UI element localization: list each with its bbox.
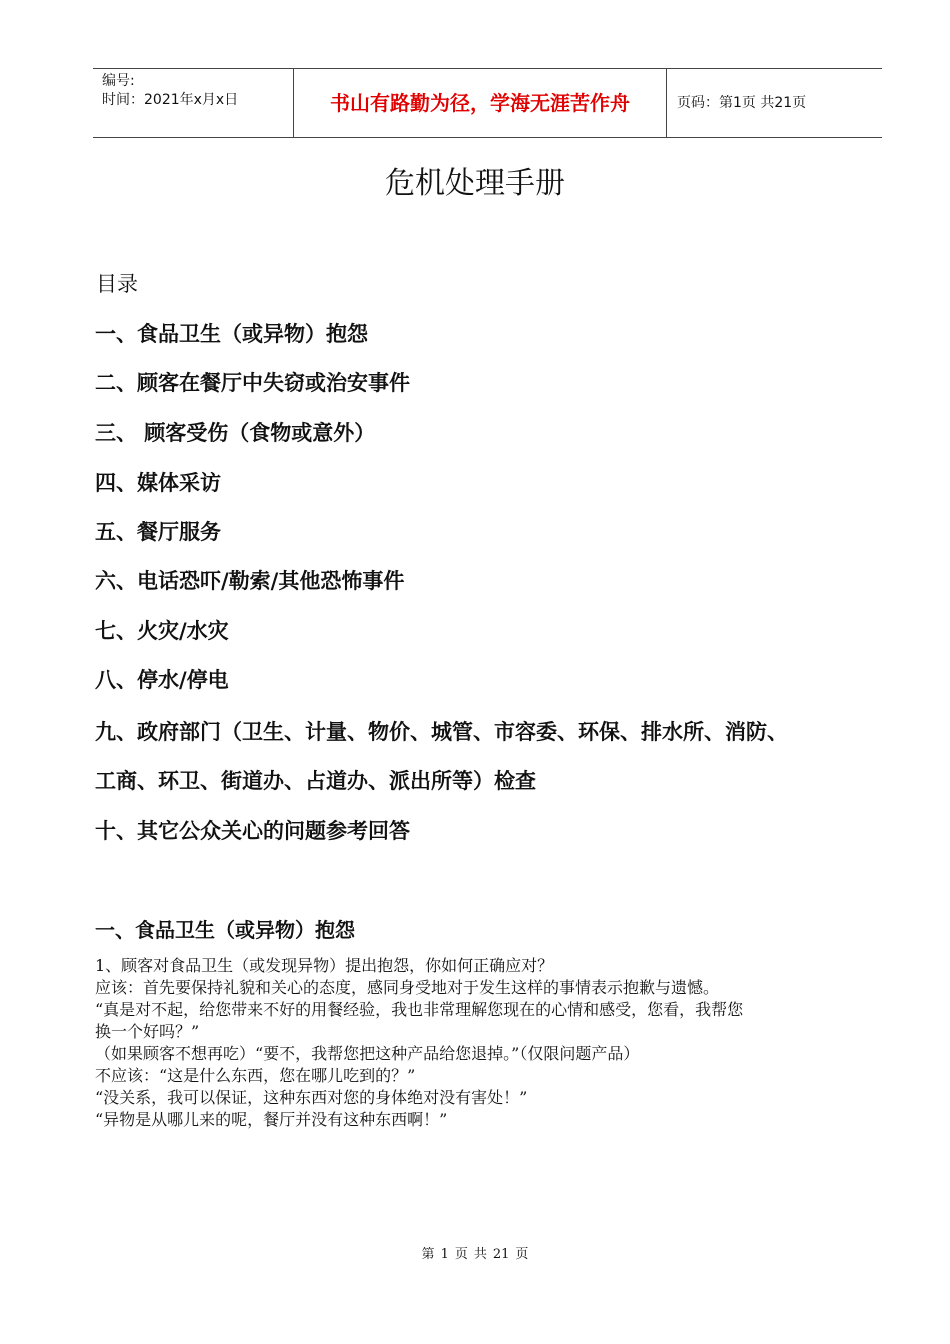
section-body <box>95 955 895 1131</box>
footer-ye2: 页 <box>515 1247 529 1262</box>
header-divider-right <box>666 69 667 137</box>
body-line: “异物是从哪儿来的呢，餐厅并没有这种东西啊！” <box>95 1110 448 1129</box>
page-footer <box>0 1246 950 1264</box>
toc-item: 四、媒体采访 <box>95 470 221 495</box>
footer-gong: 共 <box>473 1247 487 1262</box>
footer-ye: 页 <box>454 1247 468 1262</box>
toc-item: 三、 顾客受伤（食物或意外） <box>95 420 376 445</box>
body-line: 1、顾客对食品卫生（或发现异物）提出抱怨，你如何正确应对？ <box>95 956 554 975</box>
toc-item: 八、停水/停电 <box>95 667 229 692</box>
toc-heading: 目录 <box>96 272 138 296</box>
toc-item: 五、餐厅服务 <box>95 519 221 544</box>
document-title: 危机处理手册 <box>385 166 565 201</box>
body-line: 不应该：“这是什么东西，您在哪儿吃到的？” <box>95 1066 416 1085</box>
document-number-label: 编号: <box>102 73 135 89</box>
body-line: 换一个好吗？” <box>95 1022 200 1041</box>
footer-di: 第 <box>421 1247 435 1262</box>
header-page-info: 页码：第1页 共21页 <box>677 95 807 111</box>
document-header <box>93 68 882 138</box>
toc-item: 十、其它公众关心的问题参考回答 <box>95 818 410 843</box>
document-time-label: 时间：2021年x月x日 <box>102 92 239 108</box>
toc-item-continuation: 工商、环卫、街道办、占道办、派出所等）检查 <box>95 768 536 793</box>
body-line: “真是对不起，给您带来不好的用餐经验，我也非常理解您现在的心情和感受，您看，我帮您 <box>95 1000 744 1019</box>
section-heading: 一、食品卫生（或异物）抱怨 <box>95 918 355 942</box>
body-line: “没关系，我可以保证，这种东西对您的身体绝对没有害处！” <box>95 1088 528 1107</box>
toc-item: 六、电话恐吓/勒索/其他恐怖事件 <box>95 568 405 593</box>
toc-item: 二、顾客在餐厅中失窃或治安事件 <box>95 370 410 395</box>
footer-total-pages: 21 <box>492 1247 510 1262</box>
body-line: 应该：首先要保持礼貌和关心的态度，感同身受地对于发生这样的事情表示抱歉与遗憾。 <box>95 978 720 997</box>
toc-item: 七、火灾/水灾 <box>95 618 229 643</box>
header-motto: 书山有路勤为径，学海无涯苦作舟 <box>330 91 630 115</box>
footer-page-number: 1 <box>440 1247 449 1262</box>
toc-item: 九、政府部门（卫生、计量、物价、城管、市容委、环保、排水所、消防、 <box>95 719 788 744</box>
body-line: （如果顾客不想再吃）“要不，我帮您把这种产品给您退掉。”（仅限问题产品） <box>95 1044 640 1063</box>
toc-item: 一、食品卫生（或异物）抱怨 <box>95 321 368 346</box>
